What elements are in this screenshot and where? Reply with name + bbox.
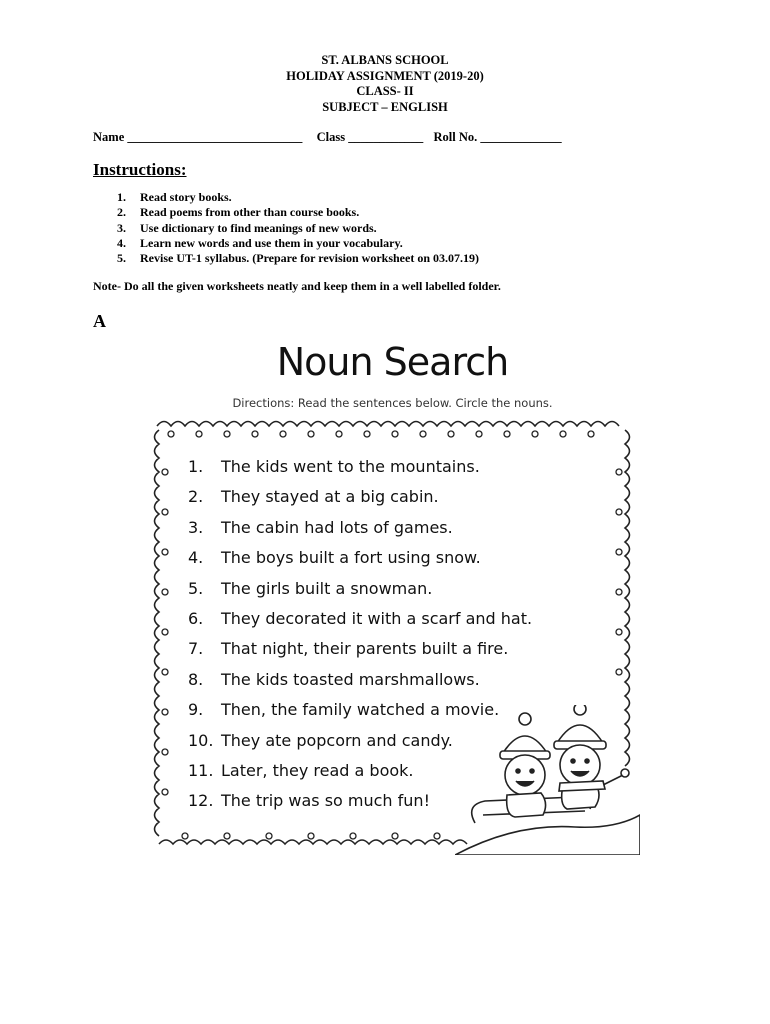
list-item: 8. The kids toasted marshmallows.: [188, 669, 480, 689]
name-field[interactable]: Name ____________________________: [93, 130, 303, 144]
document-header: [0, 53, 770, 115]
instructions-list: [117, 190, 479, 266]
list-item: 4. The boys built a fort using snow.: [188, 548, 481, 568]
subject-label: SUBJECT – ENGLISH: [322, 99, 448, 114]
list-item: 5. Revise UT-1 syllabus. (Prepare for revision worksheet on 03.07.19): [117, 251, 479, 266]
list-item: 5. The girls built a snowman.: [188, 578, 433, 598]
list-item: 1. Read story books.: [117, 190, 232, 204]
student-info-line: [93, 130, 562, 145]
list-item: 2. Read poems from other than course books.: [117, 205, 360, 220]
list-item: 10. They ate popcorn and candy.: [188, 730, 453, 750]
class-label: CLASS- II: [356, 84, 414, 98]
section-label: A: [93, 311, 106, 331]
school-name: ST. ALBANS SCHOOL: [321, 53, 449, 67]
list-item: 7. That night, their parents built a fire.: [188, 639, 509, 659]
roll-number-field[interactable]: Roll No. _____________: [433, 130, 562, 144]
list-item: 9. Then, the family watched a movie.: [188, 700, 500, 720]
list-item: 2. They stayed at a big cabin.: [188, 487, 439, 507]
worksheet-directions: Directions: Read the sentences below. Circle the nouns.: [232, 396, 553, 410]
class-field[interactable]: Class ____________: [316, 130, 424, 144]
list-item: 11. Later, they read a book.: [188, 760, 414, 780]
list-item: 6. They decorated it with a scarf and hat.: [188, 608, 533, 628]
list-item: 3. The cabin had lots of games.: [188, 517, 453, 537]
list-item: 3. Use dictionary to find meanings of new words.: [117, 220, 377, 235]
list-item: 4. Learn new words and use them in your vocabulary.: [117, 235, 403, 250]
worksheet-title: Noun Search: [276, 340, 509, 384]
instructions-heading: Instructions:: [93, 160, 187, 179]
note-text: Note- Do all the given worksheets neatly and keep them in a well labelled folder.: [93, 279, 501, 293]
list-item: 1. The kids went to the mountains.: [188, 457, 480, 476]
list-item: 12. The trip was so much fun!: [188, 791, 430, 811]
noun-search-worksheet: [145, 340, 640, 855]
kids-sledding-illustration: [455, 705, 640, 855]
assignment-title: HOLIDAY ASSIGNMENT (2019-20): [286, 68, 484, 83]
